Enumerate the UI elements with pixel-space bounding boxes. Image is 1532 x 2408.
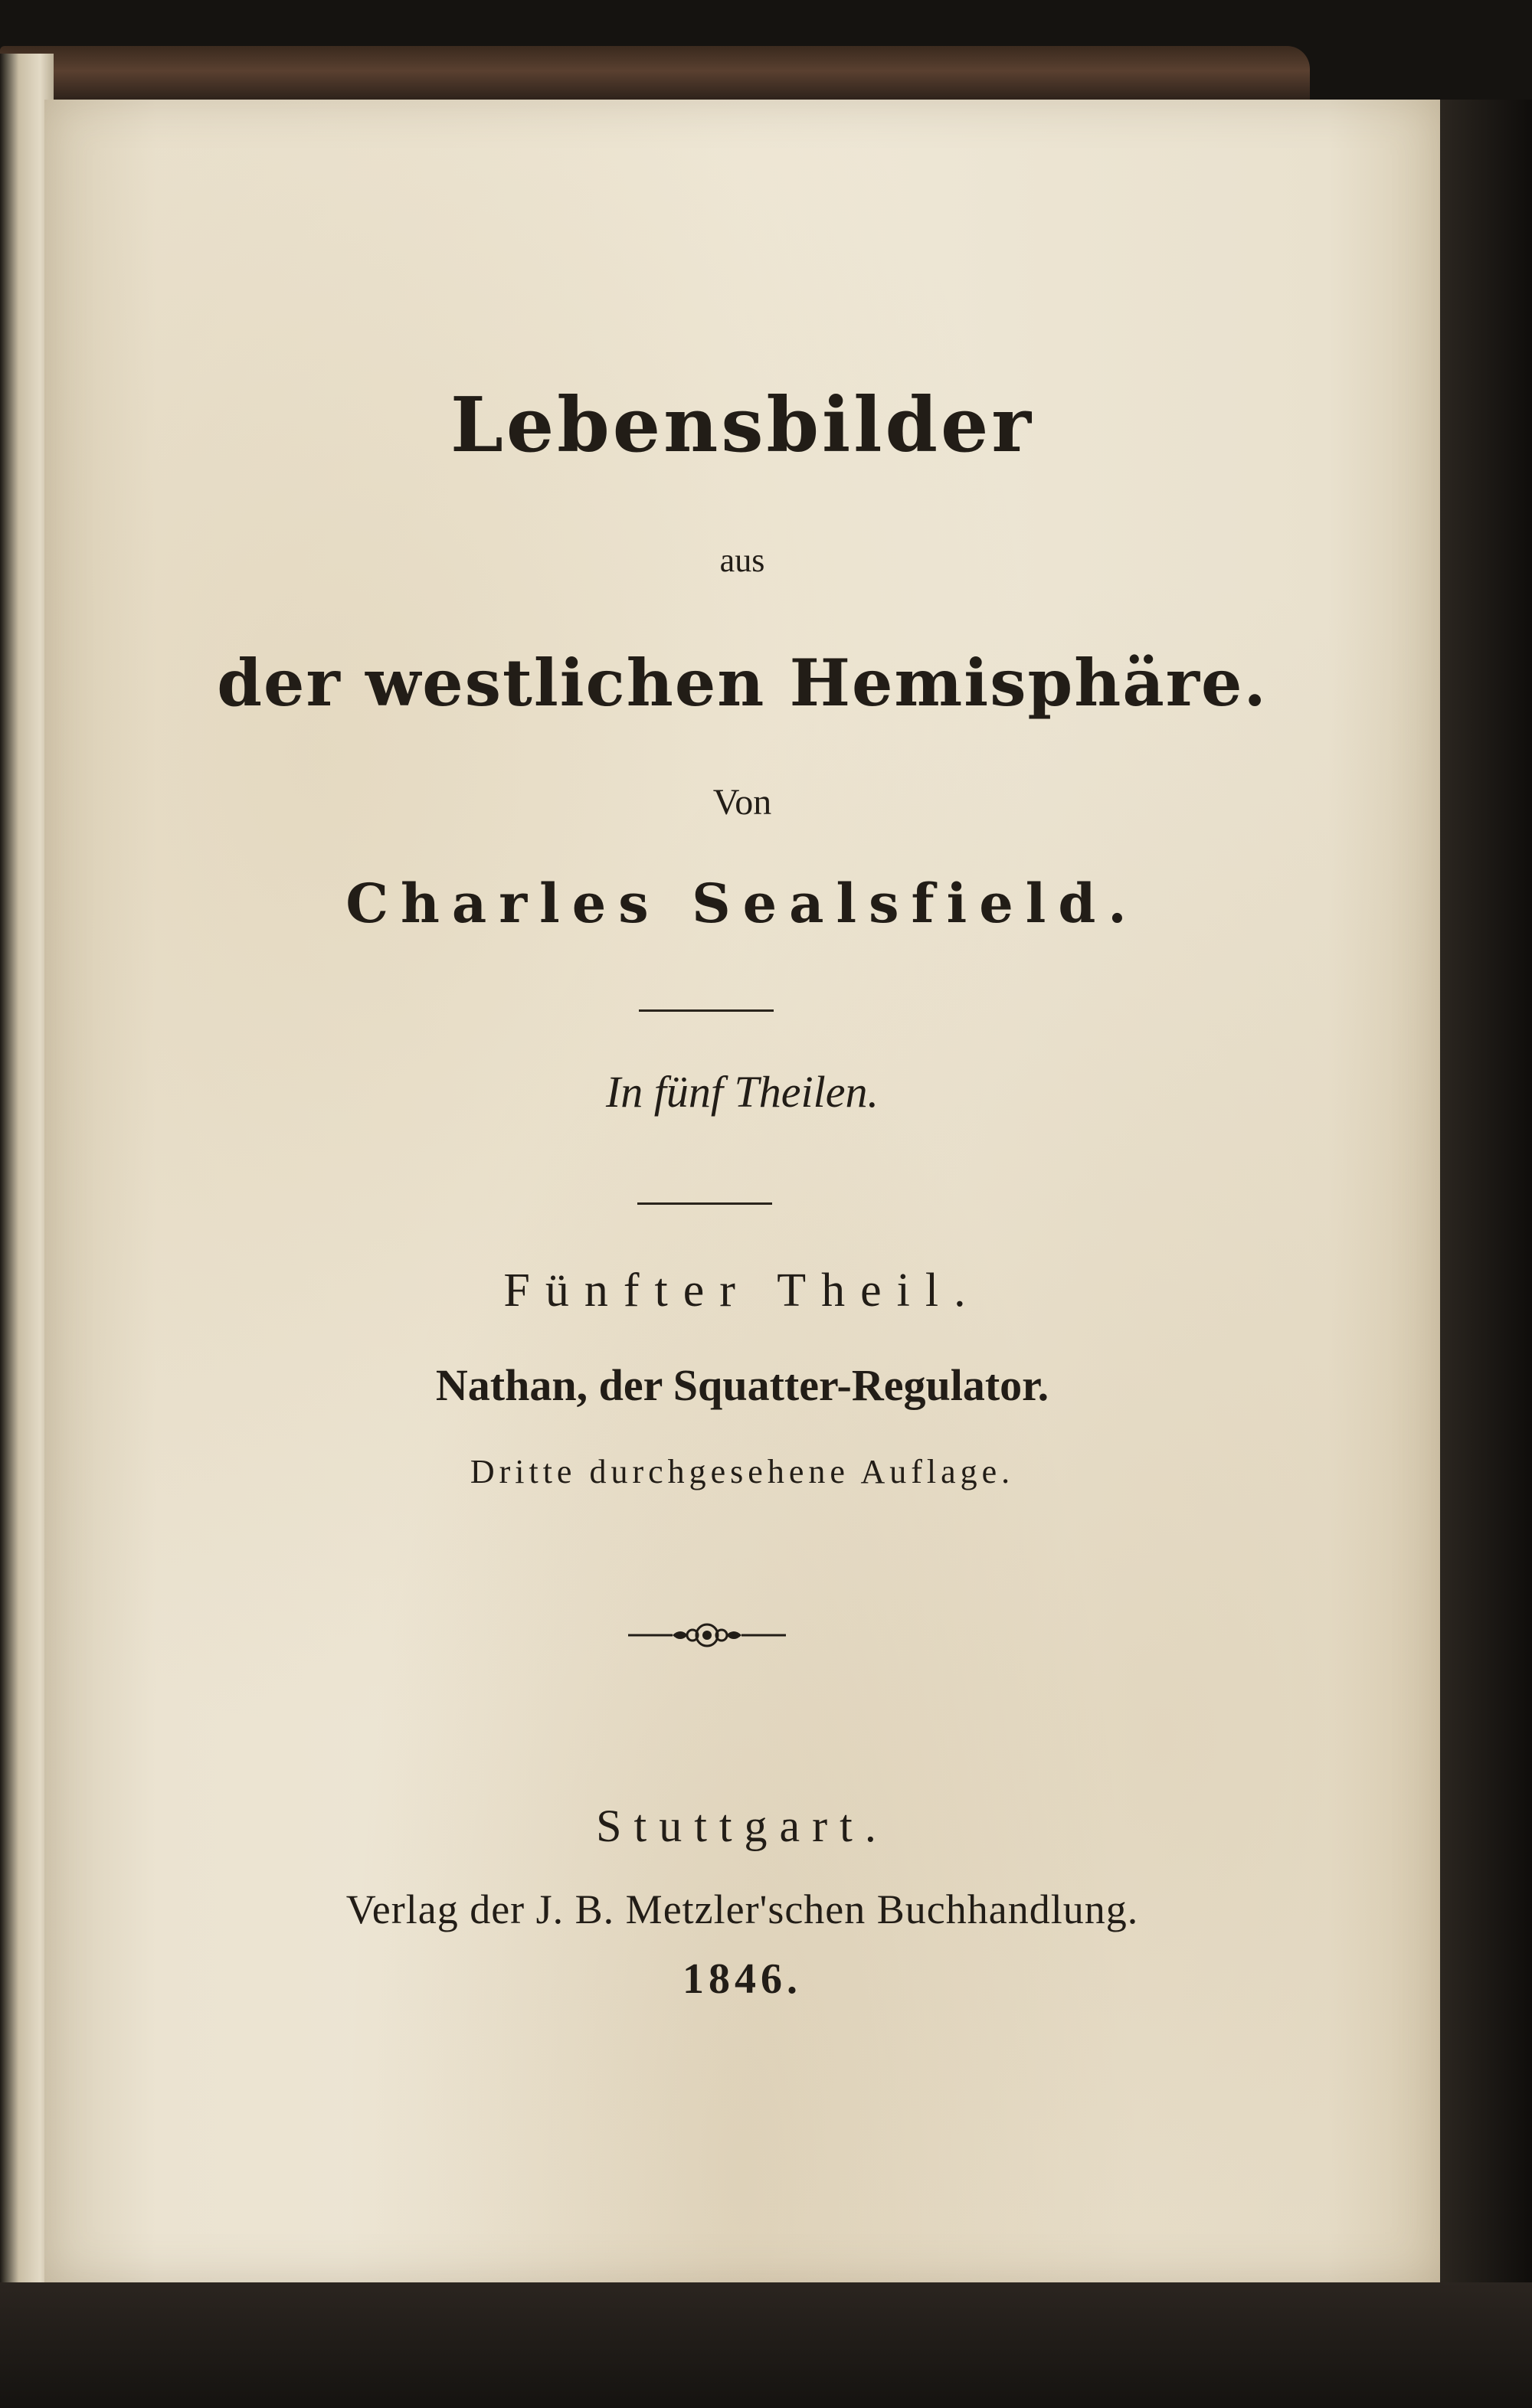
volume-title: Nathan, der Squatter-Regulator.	[435, 1360, 1049, 1410]
volume-label: Fünfter Theil.	[503, 1265, 981, 1317]
title-page	[44, 100, 1440, 2282]
divider-rule	[639, 1009, 774, 1012]
cover-edge-right	[1440, 100, 1532, 2282]
title-connector: aus	[719, 541, 765, 579]
book-title-main: Lebensbilder	[450, 381, 1035, 469]
cover-edge-bottom	[0, 2282, 1532, 2408]
publisher-line: Verlag der J. B. Metzler'schen Buchhandlung.	[345, 1886, 1139, 1932]
publication-city: Stuttgart.	[596, 1801, 889, 1851]
divider-rule	[637, 1202, 772, 1205]
book-spine-top	[0, 46, 1310, 101]
by-line: Von	[712, 782, 772, 823]
author-name: Charles Sealsfield.	[345, 872, 1139, 935]
vignette-ornament-icon	[627, 1612, 787, 1658]
book-subtitle: der westlichen Hemisphäre.	[217, 645, 1268, 721]
parts-note: In fünf Theilen.	[605, 1067, 879, 1117]
publication-year: 1846.	[683, 1955, 802, 2003]
edition-note: Dritte durchgesehene Auflage.	[470, 1453, 1015, 1490]
